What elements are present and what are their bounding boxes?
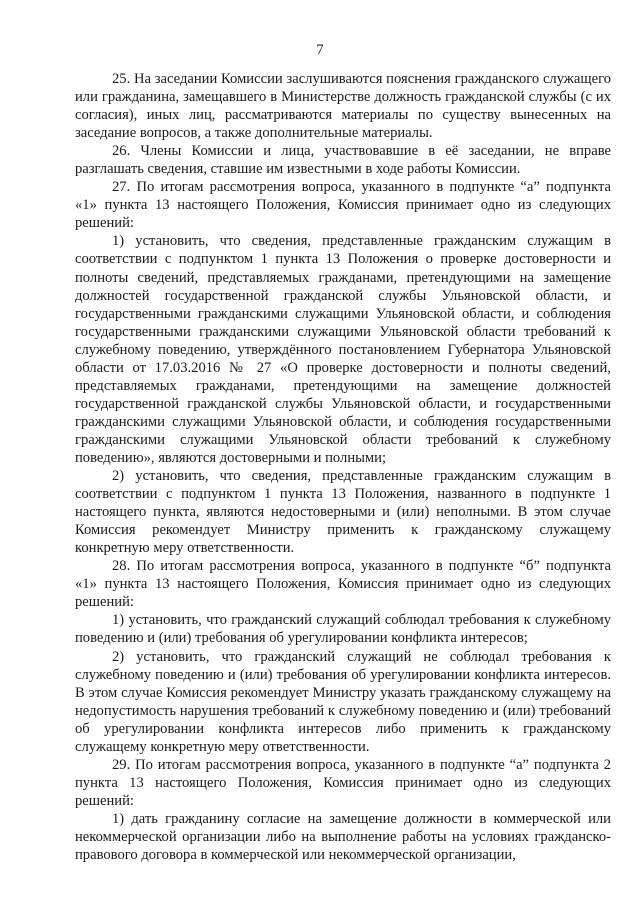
document-body	[75, 70, 611, 864]
paragraph-27: 27. По итогам рассмотрения вопроса, указанного в подпункте “а” подпункта «1» пункта 13 настоящего Положения, Комиссия принимает одно из следующих решений:	[75, 179, 611, 232]
paragraph-29: 29. По итогам рассмотрения вопроса, указанного в подпункте “а” подпункта 2 пункта 13 настоящего Положения, Комиссия принимает одно из следующих решений:	[75, 756, 611, 809]
page-number: 7	[316, 42, 324, 58]
paragraph-29-item-1: 1) дать гражданину согласие на замещение должности в коммерческой или некоммерческой организации либо на выполнение работы на условиях гражданско-правового договора в коммерческой или некоммерческой организации,	[75, 810, 611, 864]
paragraph-27-item-2: 2) установить, что сведения, представленные гражданским служащим в соответствии с подпунктом 1 пункта 13 Положения, названного в подпункте 1 настоящего пункта, являются недостоверными и (или) неполными. В этом случае Комиссия рекомендует Министру применить к гражданскому служащему конкретную меру ответственности.	[75, 468, 611, 557]
paragraph-28-item-2: 2) установить, что гражданский служащий не соблюдал требования к служебному поведению и (или) требования об урегулировании конфликта интересов. В этом случае Комиссия рекомендует Министру указать гражданскому служащему на недопустимость нарушения требований к служебному поведению и (или) требований об урегулировании конфликта интересов либо применить к гражданскому служащему конкретную меру ответственности.	[75, 648, 611, 755]
paragraph-26: 26. Члены Комиссии и лица, участвовавшие в её заседании, не вправе разглашать сведения, ставшие им известными в ходе работы Комиссии.	[75, 143, 611, 178]
paragraph-27-item-1: 1) установить, что сведения, представленные гражданским служащим в соответствии с подпунктом 1 пункта 13 Положения о проверке достоверности и полноты сведений, представляемых гражданами, претендующими на замещение должностей государственной гражданской службы Ульяновской области, и государственными гражданскими служащими Ульяновской области, и соблюдения государственными гражданскими служащими Ульяновской области требований к служебному поведению, утверждённого постановлением Губернатора Ульяновской области от 17.03.2016 № 27 «О проверке достоверности и полноты сведений, представляемых гражданами, претендующими на замещение должностей государственной гражданской службы Ульяновской области, и государственными гражданскими служащими Ульяновской области, и соблюдения государственными гражданскими служащими Ульяновской области требований к служебному поведению», являются достоверными и полными;	[75, 233, 611, 466]
paragraph-28-item-1: 1) установить, что гражданский служащий соблюдал требования к служебному поведению и (или) требования об урегулировании конфликта интересов;	[75, 612, 611, 647]
paragraph-28: 28. По итогам рассмотрения вопроса, указанного в подпункте “б” подпункта «1» пункта 13 настоящего Положения, Комиссия принимает одно из следующих решений:	[75, 558, 611, 611]
paragraph-25: 25. На заседании Комиссии заслушиваются пояснения гражданского служащего или гражданина, замещавшего в Министерстве должность гражданской службы (с их согласия), иных лиц, рассматриваются материалы по существу вынесенных на заседание вопросов, а также дополнительные материалы.	[75, 71, 611, 142]
